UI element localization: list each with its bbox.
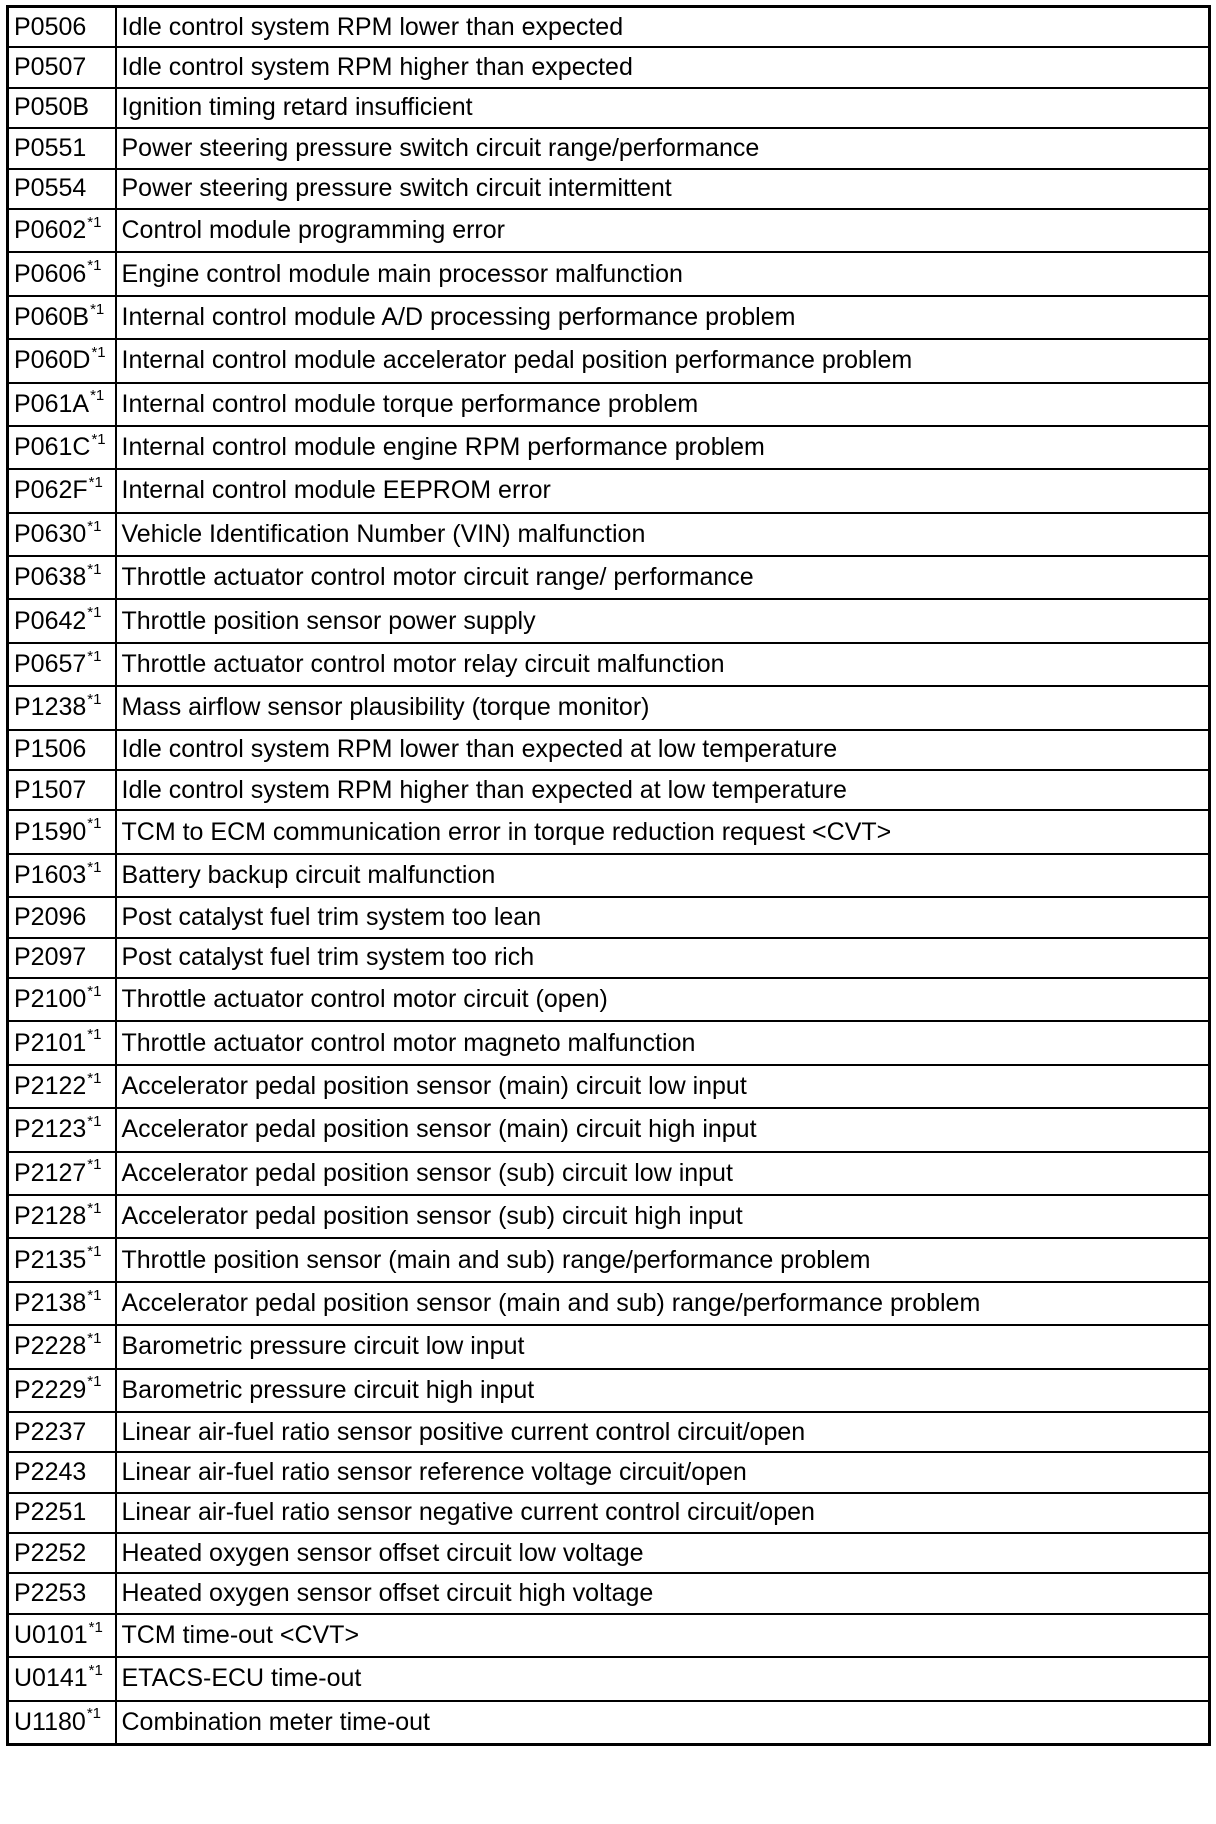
table-row (8, 1021, 1210, 1064)
footnote-marker: *1 (87, 560, 102, 578)
table-row (8, 1325, 1210, 1368)
dtc-table-body (8, 7, 1210, 1745)
footnote-marker: *1 (87, 1113, 102, 1131)
dtc-code-cell (8, 7, 116, 48)
dtc-code: P2100 (14, 985, 87, 1014)
dtc-code: P0657 (14, 650, 87, 679)
dtc-table (6, 5, 1211, 1746)
table-row (8, 1282, 1210, 1325)
footnote-marker: *1 (90, 300, 105, 318)
table-row (8, 469, 1210, 512)
dtc-code-cell (8, 1152, 116, 1195)
dtc-code: P2252 (14, 1538, 87, 1567)
table-row (8, 339, 1210, 382)
table-row (8, 643, 1210, 686)
dtc-description: Idle control system RPM lower than expected (116, 7, 1210, 48)
footnote-marker: *1 (87, 1373, 102, 1391)
dtc-code-cell (8, 1701, 116, 1745)
footnote-marker: *1 (87, 1069, 102, 1087)
dtc-code: P1506 (14, 735, 87, 764)
dtc-code: P1507 (14, 775, 87, 804)
dtc-code-cell (8, 383, 116, 426)
dtc-code: P050B (14, 93, 90, 122)
table-row (8, 810, 1210, 853)
table-row (8, 897, 1210, 937)
dtc-description: Linear air-fuel ratio sensor reference voltage circuit/open (116, 1452, 1210, 1492)
dtc-description: Ignition timing retard insufficient (116, 88, 1210, 128)
dtc-code-cell (8, 1282, 116, 1325)
dtc-code: P0551 (14, 133, 87, 162)
dtc-description: Heated oxygen sensor offset circuit low voltage (116, 1533, 1210, 1573)
dtc-description: Post catalyst fuel trim system too lean (116, 897, 1210, 937)
table-row (8, 854, 1210, 897)
dtc-code: P2251 (14, 1498, 87, 1527)
dtc-description: Idle control system RPM higher than expected at low temperature (116, 770, 1210, 810)
footnote-marker: *1 (88, 1618, 103, 1636)
dtc-description: Mass airflow sensor plausibility (torque monitor) (116, 686, 1210, 729)
footnote-marker: *1 (87, 1329, 102, 1347)
dtc-code: P0507 (14, 53, 87, 82)
dtc-description: TCM to ECM communication error in torque reduction request <CVT> (116, 810, 1210, 853)
dtc-code: P0638 (14, 563, 87, 592)
dtc-code: P2101 (14, 1028, 87, 1057)
table-row (8, 686, 1210, 729)
dtc-description: Accelerator pedal position sensor (main) circuit low input (116, 1065, 1210, 1108)
table-row (8, 296, 1210, 339)
dtc-code-cell (8, 1412, 116, 1452)
dtc-code: P0602 (14, 216, 87, 245)
dtc-code: P060D (14, 346, 91, 375)
dtc-code-cell (8, 1614, 116, 1657)
dtc-description: Throttle position sensor power supply (116, 599, 1210, 642)
dtc-code: P0642 (14, 606, 87, 635)
dtc-description: Power steering pressure switch circuit intermittent (116, 169, 1210, 209)
footnote-marker: *1 (87, 982, 102, 1000)
dtc-code: P2237 (14, 1417, 87, 1446)
footnote-marker: *1 (87, 691, 102, 709)
dtc-code-cell (8, 426, 116, 469)
dtc-description: Control module programming error (116, 209, 1210, 252)
footnote-marker: *1 (87, 1156, 102, 1174)
dtc-code: P2135 (14, 1245, 87, 1274)
table-row (8, 1152, 1210, 1195)
dtc-description: Internal control module EEPROM error (116, 469, 1210, 512)
table-row (8, 209, 1210, 252)
dtc-description: Internal control module accelerator pedal position performance problem (116, 339, 1210, 382)
footnote-marker: *1 (87, 815, 102, 833)
footnote-marker: *1 (87, 1243, 102, 1261)
dtc-description: Idle control system RPM lower than expected at low temperature (116, 730, 1210, 770)
dtc-code-cell (8, 252, 116, 295)
dtc-code: P1603 (14, 861, 87, 889)
dtc-code-cell (8, 1065, 116, 1108)
dtc-code: P062F (14, 476, 88, 505)
dtc-description: Combination meter time-out (116, 1701, 1210, 1745)
dtc-code: P2253 (14, 1579, 87, 1608)
table-row (8, 1412, 1210, 1452)
footnote-marker: *1 (87, 1026, 102, 1044)
dtc-description: Barometric pressure circuit high input (116, 1369, 1210, 1412)
table-row (8, 1065, 1210, 1108)
dtc-code: P1590 (14, 817, 87, 846)
dtc-description: Throttle actuator control motor circuit range/ performance (116, 556, 1210, 599)
dtc-description: Idle control system RPM higher than expected (116, 47, 1210, 87)
dtc-description: Barometric pressure circuit low input (116, 1325, 1210, 1368)
dtc-code: P2122 (14, 1071, 87, 1100)
footnote-marker: *1 (86, 1705, 102, 1723)
table-row (8, 426, 1210, 469)
footnote-marker: *1 (87, 604, 102, 622)
dtc-code: P0630 (14, 519, 87, 548)
dtc-description: Accelerator pedal position sensor (sub) circuit low input (116, 1152, 1210, 1195)
dtc-description: Linear air-fuel ratio sensor positive current control circuit/open (116, 1412, 1210, 1452)
dtc-code-cell (8, 810, 116, 853)
dtc-description: Internal control module torque performance problem (116, 383, 1210, 426)
table-row (8, 47, 1210, 87)
dtc-code: P060B (14, 302, 90, 331)
footnote-marker: *1 (87, 517, 102, 535)
dtc-code: P2229 (14, 1375, 87, 1404)
dtc-description: Internal control module A/D processing performance problem (116, 296, 1210, 339)
footnote-marker: *1 (88, 1662, 103, 1680)
dtc-code: P2243 (14, 1457, 87, 1486)
dtc-code-cell (8, 1195, 116, 1238)
table-row (8, 1452, 1210, 1492)
dtc-description: ETACS-ECU time-out (116, 1657, 1210, 1700)
dtc-code: P2123 (14, 1115, 87, 1144)
dtc-description: Throttle actuator control motor magneto malfunction (116, 1021, 1210, 1064)
dtc-description: Internal control module engine RPM performance problem (116, 426, 1210, 469)
dtc-description: Heated oxygen sensor offset circuit high voltage (116, 1573, 1210, 1613)
dtc-code-cell (8, 469, 116, 512)
dtc-code: U1180 (14, 1707, 86, 1736)
footnote-marker: *1 (87, 858, 102, 876)
dtc-code-cell (8, 1657, 116, 1700)
dtc-code: U0141 (14, 1664, 88, 1693)
dtc-code: P2097 (14, 943, 87, 972)
table-row (8, 978, 1210, 1021)
footnote-marker: *1 (91, 343, 106, 361)
footnote-marker: *1 (91, 430, 106, 448)
dtc-code: P2138 (14, 1288, 87, 1317)
dtc-description: Linear air-fuel ratio sensor negative current control circuit/open (116, 1493, 1210, 1533)
dtc-code-cell (8, 599, 116, 642)
footnote-marker: *1 (90, 387, 105, 405)
table-row (8, 1657, 1210, 1700)
dtc-code-cell (8, 1238, 116, 1281)
footnote-marker: *1 (88, 474, 103, 492)
footnote-marker: *1 (87, 213, 102, 231)
dtc-code-cell (8, 339, 116, 382)
dtc-code: P2127 (14, 1158, 87, 1187)
table-row (8, 1573, 1210, 1613)
table-row (8, 938, 1210, 978)
table-row (8, 556, 1210, 599)
table-row (8, 1701, 1210, 1745)
dtc-description: Engine control module main processor malfunction (116, 252, 1210, 295)
dtc-code-cell (8, 897, 116, 937)
dtc-code-cell (8, 686, 116, 729)
dtc-code-cell (8, 854, 116, 897)
dtc-description: Throttle position sensor (main and sub) range/performance problem (116, 1238, 1210, 1281)
dtc-code-cell (8, 209, 116, 252)
dtc-code: P0506 (14, 12, 87, 41)
dtc-code: U0101 (14, 1621, 88, 1650)
dtc-description: Battery backup circuit malfunction (116, 854, 1210, 897)
dtc-description: Accelerator pedal position sensor (main and sub) range/performance problem (116, 1282, 1210, 1325)
dtc-code-cell (8, 1108, 116, 1151)
dtc-description: TCM time-out <CVT> (116, 1614, 1210, 1657)
table-row (8, 1493, 1210, 1533)
table-row (8, 7, 1210, 48)
table-row (8, 513, 1210, 556)
dtc-code-cell (8, 169, 116, 209)
footnote-marker: *1 (87, 257, 102, 275)
table-row (8, 1195, 1210, 1238)
table-row (8, 169, 1210, 209)
dtc-description: Throttle actuator control motor circuit (open) (116, 978, 1210, 1021)
table-row (8, 383, 1210, 426)
dtc-code: P061C (14, 433, 91, 462)
table-row (8, 128, 1210, 168)
dtc-code: P1238 (14, 693, 87, 722)
dtc-code-cell (8, 1325, 116, 1368)
dtc-code-cell (8, 513, 116, 556)
dtc-code-cell (8, 770, 116, 810)
dtc-code-cell (8, 1021, 116, 1064)
dtc-code: P2096 (14, 902, 87, 931)
table-row (8, 1369, 1210, 1412)
table-row (8, 1533, 1210, 1573)
table-row (8, 770, 1210, 810)
dtc-code-cell (8, 643, 116, 686)
dtc-code: P0554 (14, 174, 87, 203)
dtc-description: Power steering pressure switch circuit range/performance (116, 128, 1210, 168)
table-row (8, 599, 1210, 642)
dtc-code-cell (8, 978, 116, 1021)
dtc-code: P2228 (14, 1332, 87, 1361)
table-row (8, 1238, 1210, 1281)
table-row (8, 252, 1210, 295)
dtc-code-cell (8, 128, 116, 168)
dtc-description: Post catalyst fuel trim system too rich (116, 938, 1210, 978)
footnote-marker: *1 (87, 647, 102, 665)
dtc-code-cell (8, 1533, 116, 1573)
dtc-description: Vehicle Identification Number (VIN) malfunction (116, 513, 1210, 556)
dtc-code: P0606 (14, 259, 87, 288)
dtc-code: P061A (14, 389, 90, 418)
dtc-code-cell (8, 556, 116, 599)
dtc-code-cell (8, 296, 116, 339)
dtc-code-cell (8, 47, 116, 87)
table-row (8, 1614, 1210, 1657)
dtc-description: Accelerator pedal position sensor (sub) circuit high input (116, 1195, 1210, 1238)
footnote-marker: *1 (87, 1286, 102, 1304)
dtc-code-cell (8, 88, 116, 128)
dtc-code-cell (8, 1493, 116, 1533)
dtc-description: Accelerator pedal position sensor (main) circuit high input (116, 1108, 1210, 1151)
table-row (8, 88, 1210, 128)
dtc-code-cell (8, 938, 116, 978)
dtc-code-cell (8, 730, 116, 770)
dtc-description: Throttle actuator control motor relay circuit malfunction (116, 643, 1210, 686)
dtc-code: P2128 (14, 1202, 87, 1231)
table-row (8, 1108, 1210, 1151)
dtc-code-cell (8, 1573, 116, 1613)
footnote-marker: *1 (87, 1199, 102, 1217)
dtc-code-cell (8, 1452, 116, 1492)
table-row (8, 730, 1210, 770)
dtc-code-cell (8, 1369, 116, 1412)
